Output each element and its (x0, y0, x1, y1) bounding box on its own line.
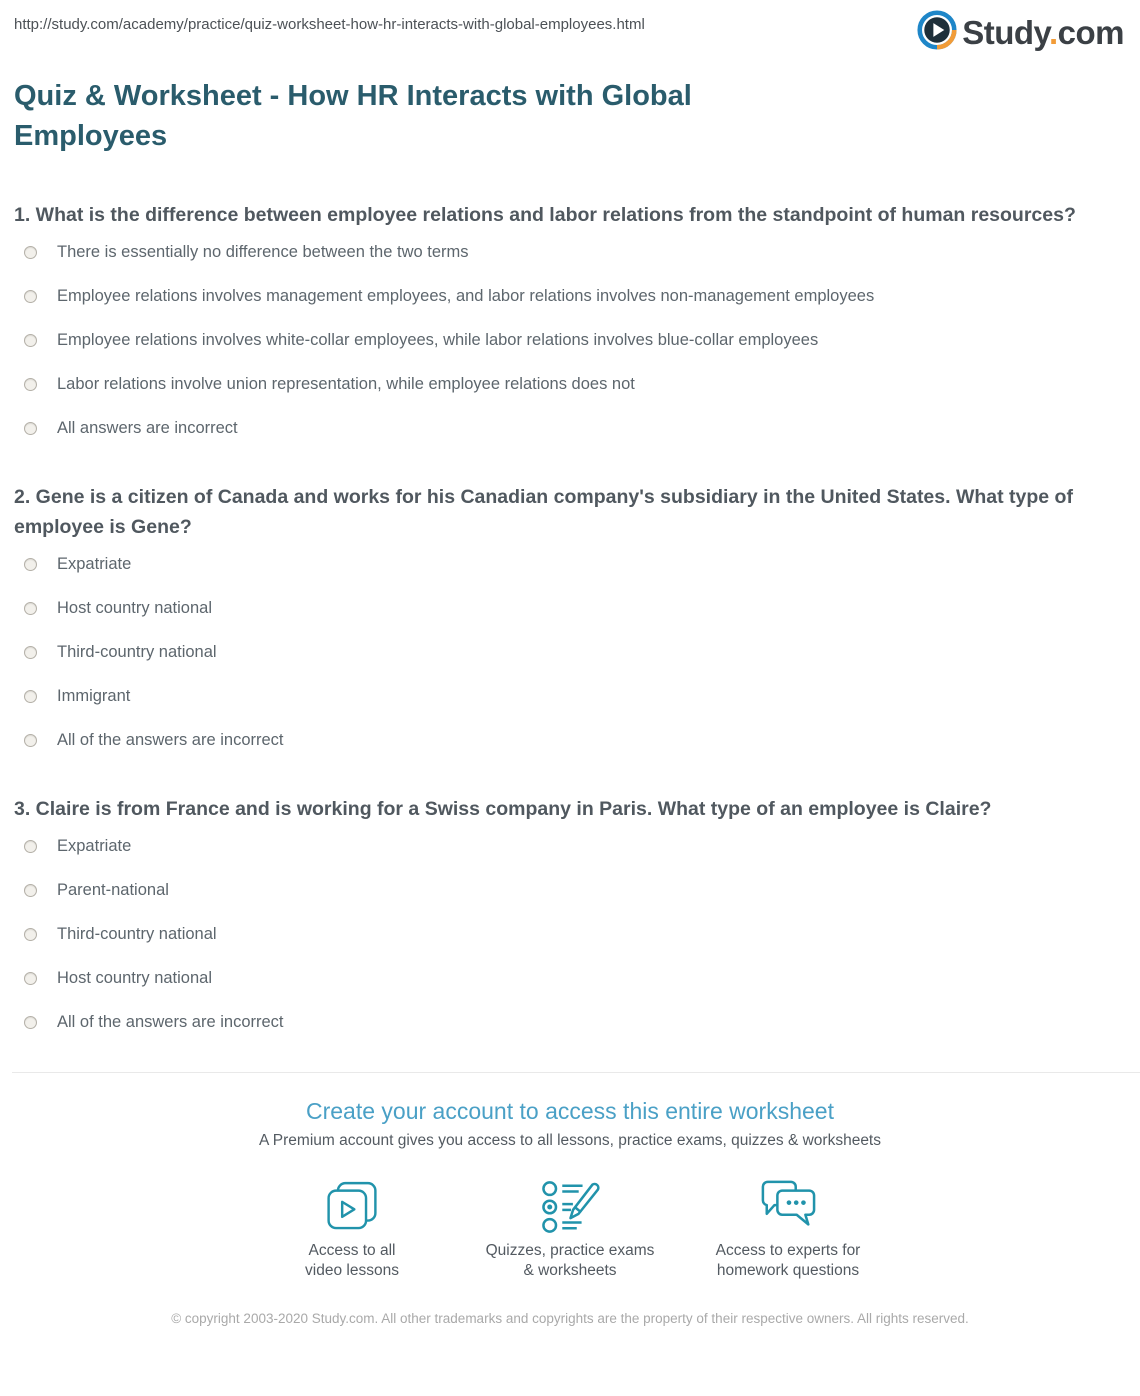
question-1-option-3[interactable] (14, 318, 1126, 362)
cta-section (0, 1073, 1140, 1281)
studycom-logo[interactable] (917, 10, 1124, 55)
feature-label: Access to experts for homework questions (715, 1242, 861, 1279)
copyright-footer: © copyright 2003-2020 Study.com. All other trademarks and copyrights are the property of their respective owners. All rights reserved. (171, 1311, 969, 1326)
question-2-option-3[interactable] (14, 630, 1126, 674)
page-header (0, 0, 1140, 56)
question-1-option-5[interactable] (14, 406, 1126, 450)
cta-title[interactable]: Create your account to access this entire worksheet (306, 1098, 834, 1124)
question-1-option-2[interactable] (14, 274, 1126, 318)
feature-experts (679, 1179, 897, 1281)
radio-button[interactable] (24, 558, 37, 571)
option-label[interactable]: Host country national (57, 968, 213, 987)
feature-label: Quizzes, practice exams & worksheets (485, 1242, 655, 1279)
question-1-text: 1. What is the difference between employee relations and labor relations from the standpoint of human resources? (14, 204, 1076, 226)
question-1-option-4[interactable] (14, 362, 1126, 406)
option-label[interactable]: All of the answers are incorrect (57, 1012, 284, 1031)
radio-button[interactable] (24, 334, 37, 347)
question-2 (14, 482, 1126, 762)
question-3-option-2[interactable] (14, 868, 1126, 912)
feature-list (0, 1179, 1140, 1281)
question-2-options (14, 542, 1126, 762)
radio-button[interactable] (24, 1016, 37, 1029)
question-2-text: 2. Gene is a citizen of Canada and works for his Canadian company's subsidiary in the United States. What type of employee is Gene? (14, 486, 1073, 538)
radio-button[interactable] (24, 602, 37, 615)
question-3-text: 3. Claire is from France and is working for a Swiss company in Paris. What type of an employee is Claire? (14, 798, 992, 820)
option-label[interactable]: There is essentially no difference between the two terms (57, 242, 469, 261)
option-label[interactable]: Parent-national (57, 880, 169, 899)
radio-button[interactable] (24, 884, 37, 897)
quiz-question-list (0, 200, 1140, 1044)
option-label[interactable]: Labor relations involve union representation, while employee relations does not (57, 374, 635, 393)
question-3-option-5[interactable] (14, 1000, 1126, 1044)
radio-button[interactable] (24, 690, 37, 703)
page-url: http://study.com/academy/practice/quiz-worksheet-how-hr-interacts-with-global-employees.html (14, 16, 645, 33)
question-1-options (14, 230, 1126, 450)
question-2-option-1[interactable] (14, 542, 1126, 586)
question-3 (14, 794, 1126, 1044)
quizzes-worksheets-icon (461, 1179, 679, 1237)
radio-button[interactable] (24, 734, 37, 747)
question-3-option-1[interactable] (14, 824, 1126, 868)
studycom-logo-text: Study.com (962, 13, 1124, 51)
feature-quizzes (461, 1179, 679, 1281)
page-title: Quiz & Worksheet - How HR Interacts with Global Employees (14, 80, 692, 152)
option-label[interactable]: Employee relations involves management employees, and labor relations involves non-management employees (57, 286, 875, 305)
option-label[interactable]: Expatriate (57, 554, 132, 573)
radio-button[interactable] (24, 928, 37, 941)
option-label[interactable]: Third-country national (57, 642, 217, 661)
experts-chat-icon (679, 1179, 897, 1237)
feature-label: Access to all video lessons (305, 1242, 399, 1279)
cta-subtitle: A Premium account gives you access to all lessons, practice exams, quizzes & worksheets (259, 1132, 881, 1149)
video-lessons-icon (243, 1179, 461, 1237)
question-2-option-2[interactable] (14, 586, 1126, 630)
option-label[interactable]: Host country national (57, 598, 213, 617)
logo-dot: . (1048, 13, 1058, 51)
question-2-option-4[interactable] (14, 674, 1126, 718)
radio-button[interactable] (24, 646, 37, 659)
radio-button[interactable] (24, 290, 37, 303)
option-label[interactable]: Third-country national (57, 924, 217, 943)
option-label[interactable]: All answers are incorrect (57, 418, 238, 437)
radio-button[interactable] (24, 972, 37, 985)
question-1 (14, 200, 1126, 450)
studycom-play-icon (917, 10, 957, 55)
question-3-options (14, 824, 1126, 1044)
radio-button[interactable] (24, 840, 37, 853)
question-1-option-1[interactable] (14, 230, 1126, 274)
radio-button[interactable] (24, 378, 37, 391)
radio-button[interactable] (24, 422, 37, 435)
option-label[interactable]: Immigrant (57, 686, 131, 705)
option-label[interactable]: Employee relations involves white-collar employees, while labor relations involves blue-collar employees (57, 330, 819, 349)
question-3-option-3[interactable] (14, 912, 1126, 956)
option-label[interactable]: Expatriate (57, 836, 132, 855)
radio-button[interactable] (24, 246, 37, 259)
question-2-option-5[interactable] (14, 718, 1126, 762)
option-label[interactable]: All of the answers are incorrect (57, 730, 284, 749)
feature-video-lessons (243, 1179, 461, 1281)
question-3-option-4[interactable] (14, 956, 1126, 1000)
